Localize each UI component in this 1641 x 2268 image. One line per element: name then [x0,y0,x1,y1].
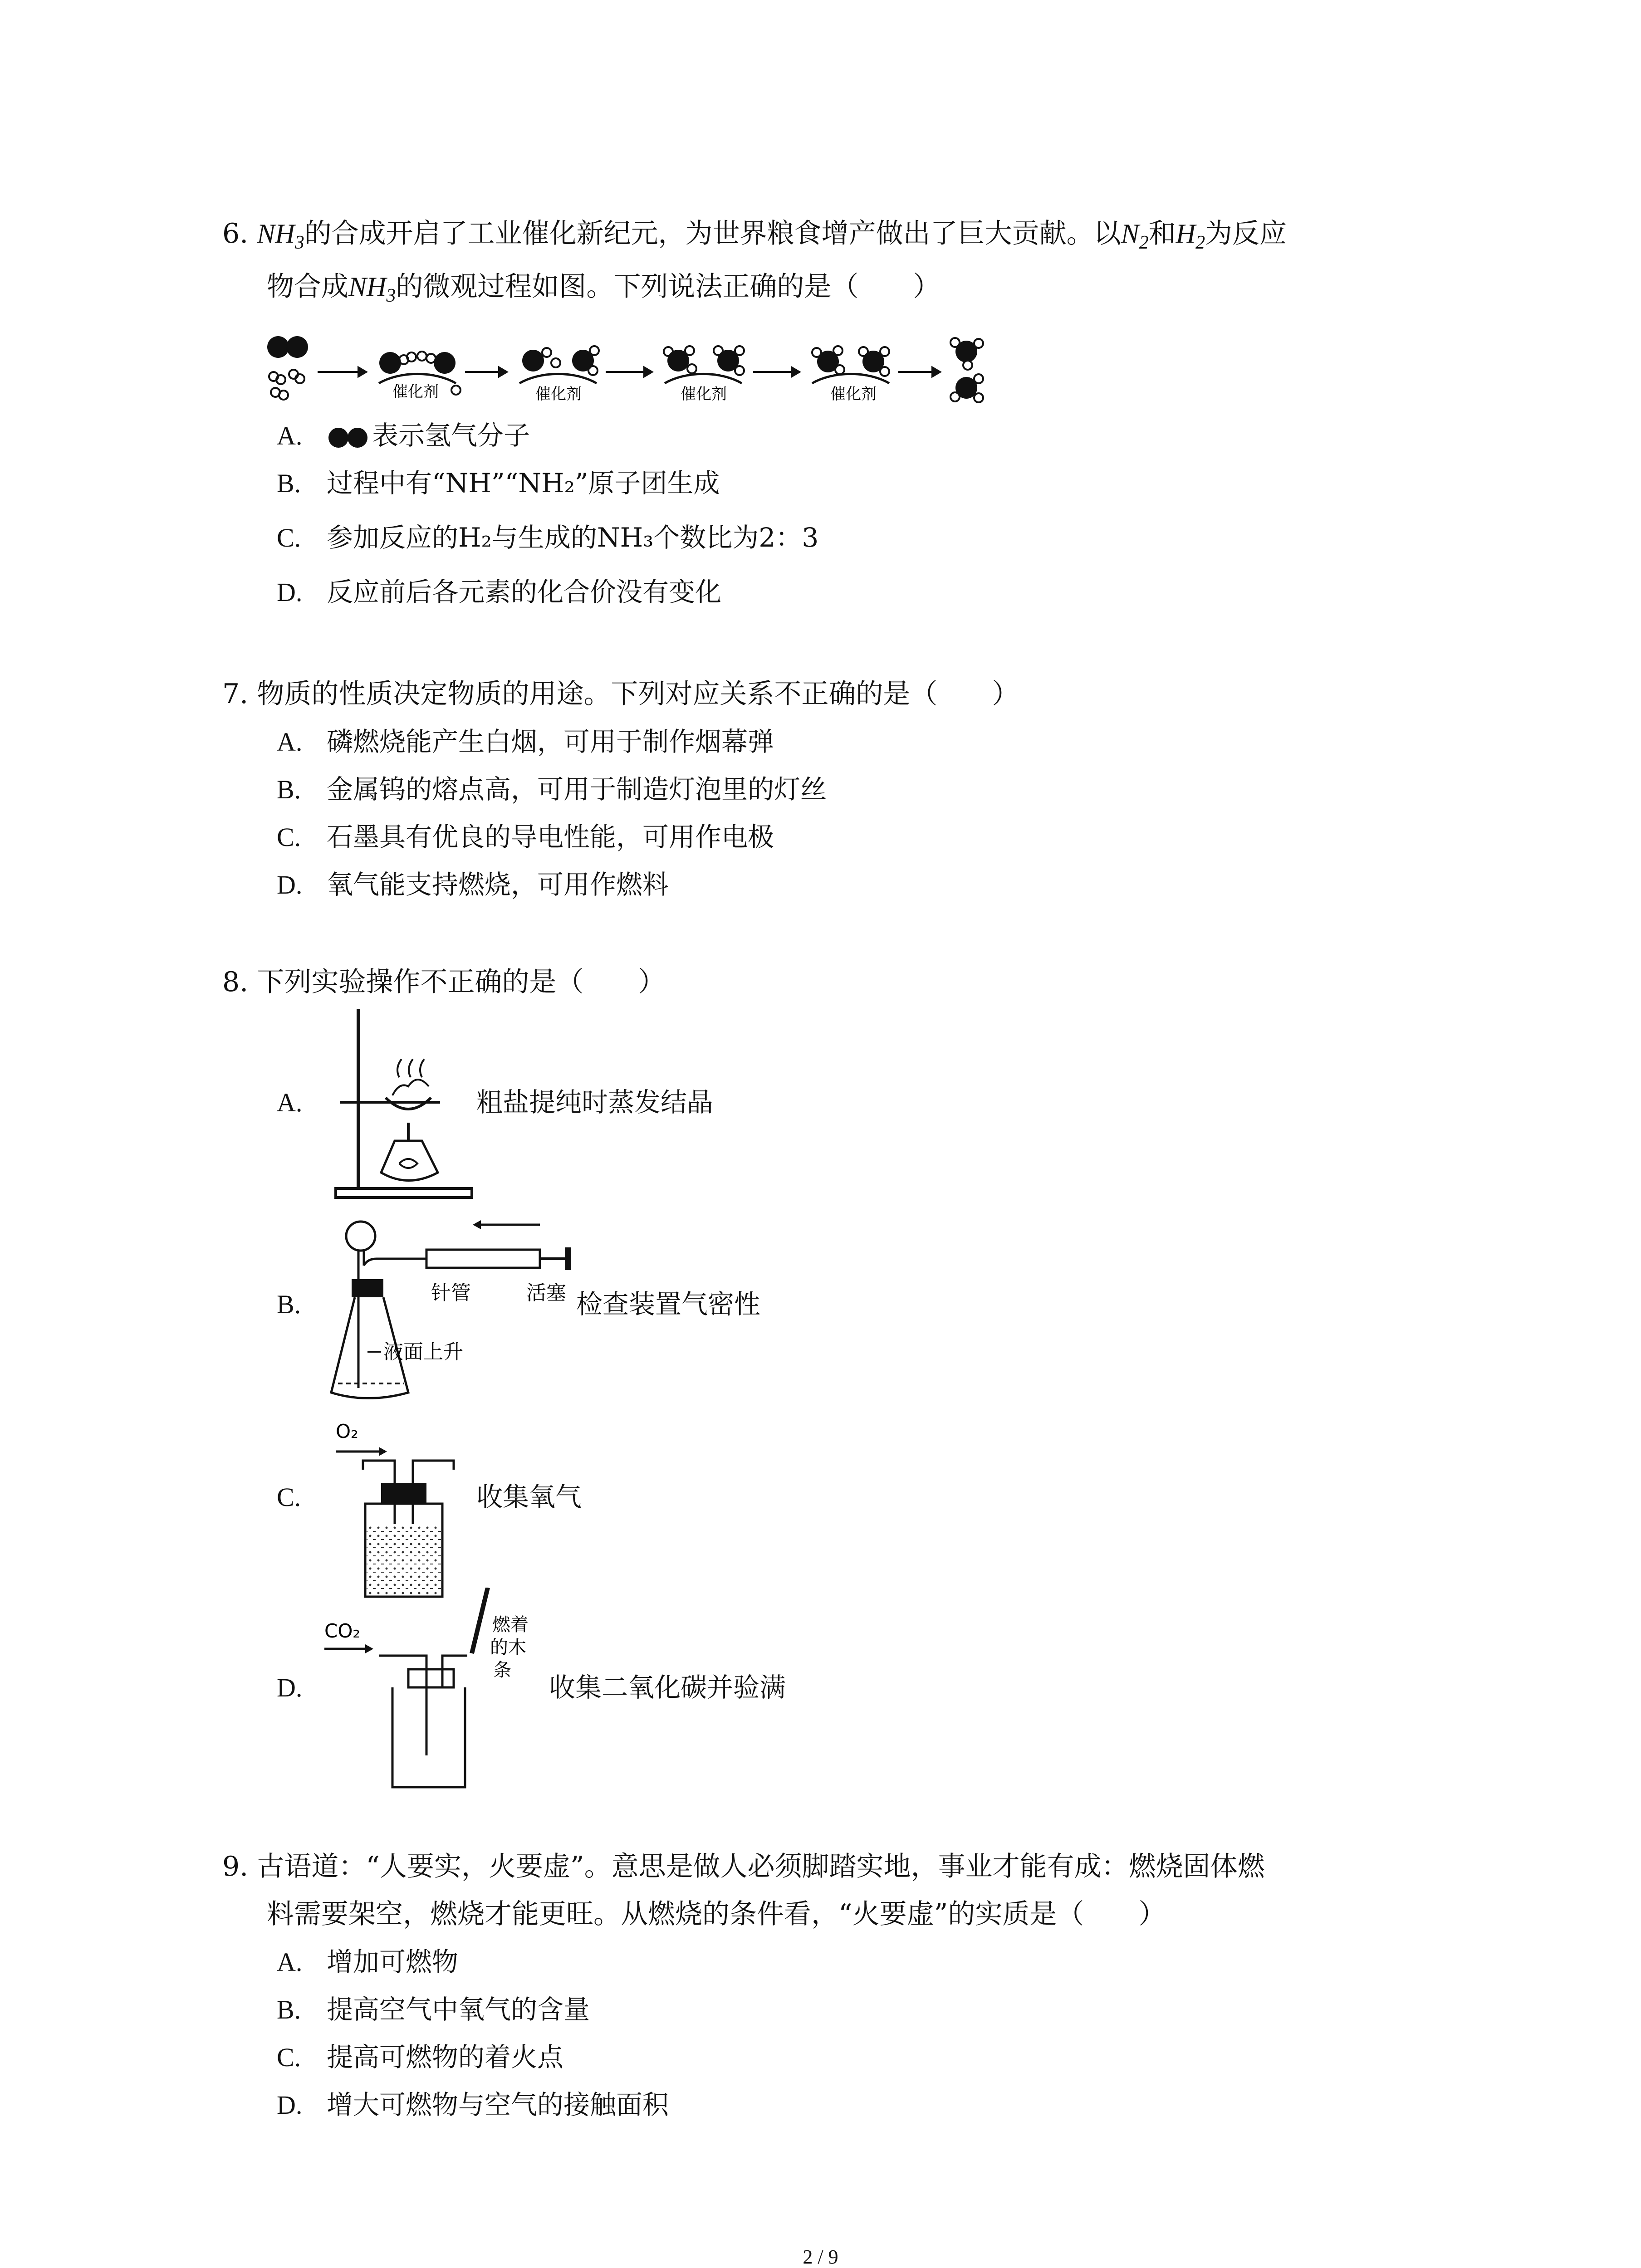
q7-option-d[interactable] [277,866,669,903]
option-letter: D. [277,2090,303,2120]
burning-stick-label-1: 燃着 [492,1614,529,1635]
option-text: 石墨具有优良的导电性能，可用作电极 [327,821,774,852]
q6-number: 6. [222,218,249,249]
q8-option-b-text [576,1286,760,1322]
q6-reaction-diagram [265,329,1037,415]
option-letter: C. [277,822,301,852]
option-letter: B. [277,775,301,804]
q7-option-b[interactable] [277,771,827,808]
nh3-formula-2: $NH_3$ [348,272,396,306]
q6-stem-line1 [222,215,1287,261]
airtightness-apparatus-image [327,1216,581,1411]
nh3-molecules-icon [950,338,983,402]
option-text: 过程中有“NH”“NH₂”原子团生成 [327,468,720,499]
q6-text-2: 和 [1148,218,1176,249]
liquid-level-label: 液面上升 [383,1340,463,1364]
q9-option-a[interactable] [277,1944,458,1980]
q8-option-d-letter[interactable] [277,1669,327,1706]
n2-molecule-icon [267,336,308,358]
option-text: 参加反应的H₂与生成的NH₃个数比为2：3 [327,522,819,553]
q7-stem-text: 物质的性质决定物质的用途。下列对应关系不正确的是（ ） [257,678,1019,710]
q9-option-c[interactable] [277,2039,563,2076]
oxygen-collection-image [336,1420,485,1601]
q8-option-a-text [476,1084,713,1120]
q9-text-2: 料需要架空，燃烧才能更旺。从燃烧的条件看，“火要虚”的实质是（ ） [267,1898,1166,1930]
q8-stem [222,964,665,1000]
option-text: 表示氢气分子 [372,420,530,451]
q7-option-c[interactable] [277,819,774,855]
evaporation-apparatus-image [331,1009,476,1200]
q8-number: 8. [222,966,249,998]
q9-option-b[interactable] [277,1991,590,2028]
o2-label: O₂ [336,1420,358,1442]
q6-option-c[interactable] [277,519,818,556]
piston-label: 活塞 [526,1281,566,1305]
needle-label: 针管 [431,1281,471,1305]
q7-number: 7. [222,678,249,710]
option-text: 氧气能支持燃烧，可用作燃料 [327,869,669,900]
option-letter: C. [277,1482,301,1512]
q8-option-a-letter[interactable] [277,1084,327,1121]
q6-text-3: 为反应 [1205,218,1287,249]
q9-number: 9. [222,1851,249,1882]
q6-option-b[interactable] [277,465,720,502]
q6-text-4: 物合成 [267,271,348,303]
n2-formula: $N_2$ [1121,219,1149,253]
q9-stem-line2 [267,1896,1166,1932]
co2-label: CO₂ [324,1620,361,1642]
q7-option-a[interactable] [277,723,774,760]
q6-text-1: 的合成开启了工业催化新纪元，为世界粮食增产做出了巨大贡献。以 [304,218,1121,249]
catalyst-label-4: 催化剂 [830,385,877,403]
q6-stem-line2 [267,269,940,314]
co2-collection-image [324,1588,542,1792]
option-text: 金属钨的熔点高，可用于制造灯泡里的灯丝 [327,774,827,805]
n2-molecule-icon [327,425,372,450]
option-letter: C. [277,523,301,552]
catalyst-label-1: 催化剂 [392,383,439,401]
option-letter: C. [277,2043,301,2072]
option-text: 提高空气中氧气的含量 [327,1994,590,2025]
arrow-icon [753,367,799,376]
q9-stem-line1 [222,1848,1265,1885]
option-letter: B. [277,1290,301,1319]
arrow-icon [606,367,652,376]
catalyst-label-3: 催化剂 [681,385,727,403]
option-text: 磷燃烧能产生白烟，可用于制作烟幕弹 [327,726,774,757]
option-text: 收集二氧化碳并验满 [549,1672,786,1703]
option-letter: D. [277,1673,303,1702]
arrow-icon [465,367,507,376]
option-letter: A. [277,1947,303,1977]
q6-option-a[interactable] [277,417,530,454]
option-text: 增加可燃物 [327,1946,459,1977]
option-letter: D. [277,870,303,899]
option-letter: A. [277,727,303,757]
h2-formula: $H_2$ [1176,219,1205,253]
burning-stick-label-2: 的木 [490,1637,526,1658]
option-letter: D. [277,577,303,607]
q7-stem [222,676,1019,712]
q8-option-d-text [549,1669,786,1706]
option-text: 粗盐提纯时蒸发结晶 [476,1087,714,1118]
option-text: 反应前后各元素的化合价没有变化 [327,577,722,607]
q8-option-b-letter[interactable] [277,1286,327,1323]
option-text: 提高可燃物的着火点 [327,2042,564,2072]
q9-text-1: 古语道：“人要实，火要虚”。意思是做人必须脚踏实地，事业才能有成：燃烧固体燃 [257,1851,1265,1882]
option-text: 增大可燃物与空气的接触面积 [327,2089,669,2120]
q8-option-c-letter[interactable] [277,1479,327,1515]
q9-option-d[interactable] [277,2087,669,2123]
option-letter: A. [277,1088,303,1117]
catalyst-surface-icon [379,374,456,383]
h2-molecules-icon [269,370,304,400]
nh3-formula: $NH_3$ [257,219,304,253]
q6-text-5: 的微观过程如图。下列说法正确的是（ ） [396,271,941,303]
page-number: 2 / 9 [803,2246,838,2268]
option-text: 收集氧气 [476,1481,582,1512]
q8-option-c-text [476,1479,582,1515]
q6-option-d[interactable] [277,574,721,611]
option-letter: B. [277,1995,301,2024]
catalyst-label-2: 催化剂 [535,385,582,403]
option-letter: A. [277,421,303,450]
q8-stem-text: 下列实验操作不正确的是（ ） [257,966,666,998]
option-text: 检查装置气密性 [576,1289,761,1320]
option-letter: B. [277,469,301,498]
arrow-icon [898,367,940,376]
burning-stick-label-3: 条 [493,1660,511,1681]
arrow-icon [318,367,366,376]
